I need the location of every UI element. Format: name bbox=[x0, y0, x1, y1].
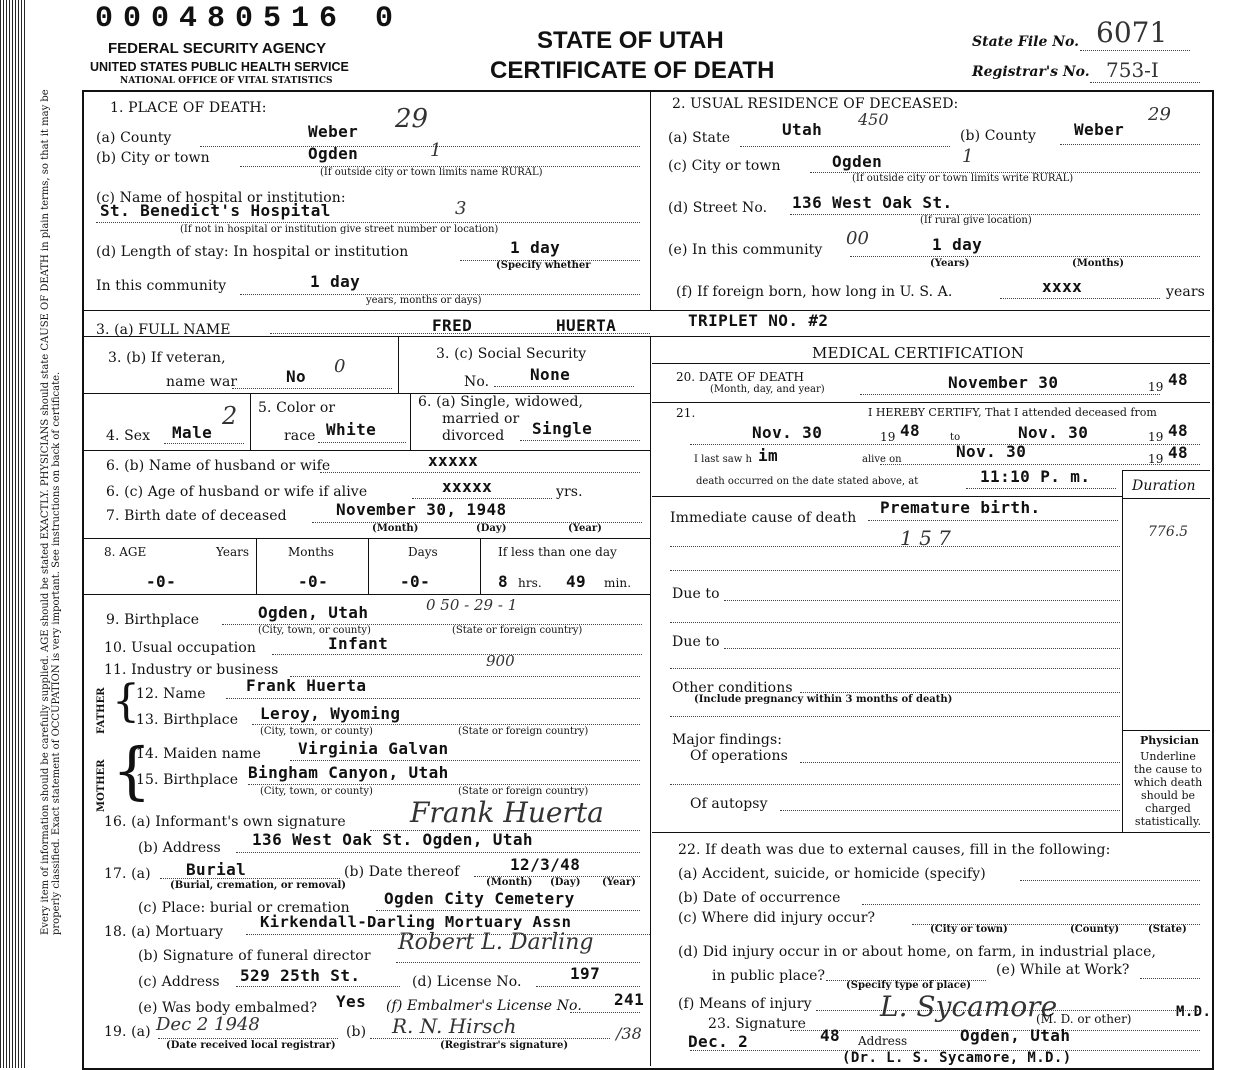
street-note: (If rural give location) bbox=[920, 215, 1032, 226]
physician-signature: L. Sycamore bbox=[880, 990, 1058, 1023]
mother-birthplace: Bingham Canyon, Utah bbox=[248, 763, 449, 782]
service-name: UNITED STATES PUBLIC HEALTH SERVICE bbox=[90, 60, 349, 74]
embalmer-value: 241 bbox=[614, 990, 645, 1009]
alive-year: 48 bbox=[1168, 443, 1189, 462]
birthdate-value: November 30, 1948 bbox=[336, 500, 507, 519]
alive-year-prefix: 19 bbox=[1148, 452, 1164, 466]
physician-address: Ogden, Utah bbox=[960, 1026, 1071, 1045]
registrar-signature: R. N. Hirsch bbox=[392, 1014, 517, 1038]
age-hrs-unit: hrs. bbox=[518, 576, 542, 590]
age-label: 8. AGE bbox=[104, 545, 147, 559]
immediate-code: 1 5 7 bbox=[900, 526, 951, 550]
occupation-label: 10. Usual occupation bbox=[104, 640, 256, 656]
sex-code: 2 bbox=[222, 402, 238, 430]
death-year-prefix: 19 bbox=[1148, 380, 1164, 394]
age-months-label: Months bbox=[288, 545, 334, 559]
autopsy-label: Of autopsy bbox=[690, 796, 768, 812]
license-label: (d) License No. bbox=[412, 974, 522, 990]
hospital-label: (c) Name of hospital or institution: bbox=[96, 190, 346, 206]
external-c-note-3: (State) bbox=[1148, 924, 1187, 935]
mother-birthplace-label: 15. Birthplace bbox=[136, 772, 239, 788]
signature-suffix: M.D. bbox=[1176, 1004, 1212, 1020]
mother-brace: { bbox=[112, 734, 152, 807]
disposition-note: (Burial, cremation, or removal) bbox=[170, 880, 346, 891]
foreign-unit: years bbox=[1166, 284, 1205, 300]
duration-code: 776.5 bbox=[1148, 524, 1189, 540]
street-label: (d) Street No. bbox=[668, 200, 768, 216]
death-city: Ogden bbox=[308, 144, 359, 163]
certify-text: I HEREBY CERTIFY, That I attended deceased from bbox=[868, 406, 1157, 419]
external-c-label: (c) Where did injury occur? bbox=[678, 910, 876, 926]
agency-name: FEDERAL SECURITY AGENCY bbox=[108, 40, 327, 57]
birthplace-note-1: (City, town, or county) bbox=[258, 625, 371, 636]
to-label: to bbox=[950, 432, 961, 443]
mother-name: Virginia Galvan bbox=[298, 739, 449, 758]
operations-label: Of operations bbox=[690, 748, 788, 764]
embalmer-label: (f) Embalmer's License No. bbox=[386, 998, 582, 1014]
spouse-age-label: 6. (c) Age of husband or wife if alive bbox=[106, 484, 368, 500]
last-saw-label: I last saw h bbox=[694, 454, 752, 465]
veteran-value: No bbox=[286, 367, 307, 386]
external-e-label: (e) While at Work? bbox=[996, 962, 1130, 978]
stay-note: (Specify whether bbox=[496, 260, 591, 271]
place-of-death-title: 1. PLACE OF DEATH: bbox=[110, 100, 267, 116]
birthdate-day-label: (Day) bbox=[476, 523, 507, 534]
mother-name-label: 14. Maiden name bbox=[136, 746, 262, 762]
duration-label: Duration bbox=[1132, 478, 1196, 494]
sex-label: 4. Sex bbox=[106, 428, 151, 444]
ss-label: 3. (c) Social Security bbox=[436, 346, 587, 362]
registrar-number: 753-I bbox=[1106, 58, 1159, 82]
age-years: -0- bbox=[146, 572, 177, 591]
occupation-value: Infant bbox=[328, 634, 389, 653]
mortuary-address-label: (c) Address bbox=[138, 974, 220, 990]
informant-label: 16. (a) Informant's own signature bbox=[104, 814, 346, 830]
street-value: 136 West Oak St. bbox=[792, 193, 953, 212]
office-name: NATIONAL OFFICE OF VITAL STATISTICS bbox=[120, 76, 333, 86]
attended-from: Nov. 30 bbox=[752, 423, 823, 442]
state-file-number: 6071 bbox=[1096, 16, 1168, 49]
res-community-code: 00 bbox=[846, 228, 869, 249]
mother-side-label: MOTHER bbox=[96, 759, 107, 812]
external-c-note-2: (County) bbox=[1070, 924, 1120, 935]
from-year-prefix: 19 bbox=[880, 430, 896, 444]
death-county: Weber bbox=[308, 122, 359, 141]
mother-bp-note-2: (State or foreign country) bbox=[458, 786, 589, 797]
burial-place: Ogden City Cemetery bbox=[384, 889, 575, 908]
res-county-label: (b) County bbox=[960, 128, 1037, 144]
received-date: Dec 2 1948 bbox=[156, 1014, 260, 1035]
res-months-label: (Months) bbox=[1072, 258, 1124, 269]
external-b-label: (b) Date of occurrence bbox=[678, 890, 841, 906]
state-file-label: State File No. bbox=[972, 34, 1080, 50]
occurred-label: death occurred on the date stated above, at bbox=[696, 476, 919, 487]
ss-value: None bbox=[530, 365, 571, 384]
mortuary-address: 529 25th St. bbox=[240, 966, 361, 985]
to-year-prefix: 19 bbox=[1148, 430, 1164, 444]
death-community-value: 1 day bbox=[310, 272, 361, 291]
father-name-label: 12. Name bbox=[136, 686, 206, 702]
father-bp-note-1: (City, town, or county) bbox=[260, 726, 373, 737]
res-city-label: (c) City or town bbox=[668, 158, 781, 174]
disposition-date: 12/3/48 bbox=[510, 855, 581, 874]
father-side-label: FATHER bbox=[96, 687, 107, 734]
external-f-label: (f) Means of injury bbox=[678, 996, 812, 1012]
certificate-frame bbox=[82, 90, 1214, 1070]
spouse-age-unit: yrs. bbox=[556, 484, 583, 500]
death-city-code: 1 bbox=[430, 140, 442, 161]
father-bp-note-2: (State or foreign country) bbox=[458, 726, 589, 737]
external-c-note-1: (City or town) bbox=[930, 924, 1008, 935]
stay-value: 1 day bbox=[510, 238, 561, 257]
age-less-label: If less than one day bbox=[498, 545, 617, 559]
certificate-title: CERTIFICATE OF DEATH bbox=[490, 57, 775, 84]
informant-address-label: (b) Address bbox=[138, 840, 221, 856]
hospital-note: (If not in hospital or institution give street number or location) bbox=[180, 224, 499, 235]
ss-sub: No. bbox=[464, 374, 490, 390]
alive-label: alive on bbox=[862, 454, 902, 465]
death-community-note: years, months or days) bbox=[366, 295, 482, 306]
medical-title: MEDICAL CERTIFICATION bbox=[812, 344, 1024, 362]
age-days-label: Days bbox=[408, 545, 438, 559]
external-title: 22. If death was due to external causes, fill in the following: bbox=[678, 842, 1111, 858]
death-year: 48 bbox=[1168, 370, 1189, 389]
last-name: HUERTA bbox=[556, 316, 617, 335]
marital-label-1: 6. (a) Single, widowed, bbox=[418, 394, 584, 410]
birthplace-note-2: (State or foreign country) bbox=[452, 625, 583, 636]
age-years-label: Years bbox=[216, 545, 250, 559]
from-year: 48 bbox=[900, 421, 921, 440]
birthdate-label: 7. Birth date of deceased bbox=[106, 508, 287, 524]
spouse-label: 6. (b) Name of husband or wife bbox=[106, 458, 331, 474]
informant-signature: Frank Huerta bbox=[410, 796, 604, 829]
physician-note: Underline the cause to which death should be charged statistically. bbox=[1133, 750, 1203, 828]
hospital-name: St. Benedict's Hospital bbox=[100, 201, 331, 220]
industry-code: 900 bbox=[486, 652, 515, 670]
res-county: Weber bbox=[1074, 120, 1125, 139]
license-value: 197 bbox=[570, 964, 601, 983]
last-saw-value: im bbox=[758, 446, 779, 465]
triplet-note: TRIPLET NO. #2 bbox=[688, 311, 829, 330]
director-label: (b) Signature of funeral director bbox=[138, 948, 371, 964]
death-date-sub: (Month, day, and year) bbox=[710, 384, 825, 395]
physician-name-stamp: (Dr. L. S. Sycamore, M.D.) bbox=[842, 1050, 1072, 1066]
age-min: 49 bbox=[566, 572, 587, 591]
burial-place-label: (c) Place: burial or cremation bbox=[138, 900, 350, 916]
age-min-unit: min. bbox=[604, 576, 632, 590]
embalmed-value: Yes bbox=[336, 992, 367, 1011]
birthdate-year-label: (Year) bbox=[568, 523, 602, 534]
age-hrs: 8 bbox=[498, 572, 509, 591]
external-d-label-2: in public place? bbox=[712, 968, 826, 984]
death-county-code: 29 bbox=[395, 104, 429, 134]
director-signature: Robert L. Darling bbox=[398, 930, 594, 955]
full-name-label: 3. (a) FULL NAME bbox=[96, 322, 231, 338]
physician-note-title: Physician bbox=[1140, 734, 1200, 747]
spouse-value: xxxxx bbox=[428, 451, 479, 470]
birthplace-value: Ogden, Utah bbox=[258, 603, 369, 622]
father-birthplace: Leroy, Wyoming bbox=[260, 704, 401, 723]
father-birthplace-label: 13. Birthplace bbox=[136, 712, 239, 728]
res-city-note: (If outside city or town limits write RURAL) bbox=[852, 173, 1074, 184]
color-label: 5. Color or bbox=[258, 400, 336, 416]
due-to-2-label: Due to bbox=[672, 634, 720, 650]
res-state-label: (a) State bbox=[668, 130, 731, 146]
marital-label-3: divorced bbox=[442, 428, 505, 444]
due-to-1-label: Due to bbox=[672, 586, 720, 602]
stay-label: (d) Length of stay: In hospital or institution bbox=[96, 244, 409, 260]
mortuary-label: 18. (a) Mortuary bbox=[104, 924, 224, 940]
state-title: STATE OF UTAH bbox=[537, 27, 724, 54]
received-note: (Date received local registrar) bbox=[166, 1040, 336, 1051]
signature-date: Dec. 2 bbox=[688, 1032, 749, 1051]
physician-address-label: Address bbox=[858, 1034, 908, 1048]
death-community-label: In this community bbox=[96, 278, 227, 294]
serial-number: 000480516 0 bbox=[95, 2, 404, 36]
res-state-code: 450 bbox=[858, 110, 889, 129]
informant-address: 136 West Oak St. Ogden, Utah bbox=[252, 830, 533, 849]
veteran-label: 3. (b) If veteran, bbox=[108, 350, 226, 366]
veteran-sub: name war bbox=[166, 374, 238, 390]
res-community-value: 1 day bbox=[932, 235, 983, 254]
registrar-note: (Registrar's signature) bbox=[440, 1040, 569, 1051]
external-d-label: (d) Did injury occur in or about home, on farm, in industrial place, bbox=[678, 944, 1157, 960]
res-city: Ogden bbox=[832, 152, 883, 171]
father-name: Frank Huerta bbox=[246, 676, 367, 695]
mortuary-name: Kirkendall-Darling Mortuary Assn bbox=[260, 913, 572, 931]
death-date: November 30 bbox=[948, 373, 1059, 392]
res-city-code: 1 bbox=[962, 146, 974, 167]
death-county-label: (a) County bbox=[96, 130, 172, 146]
race-label: race bbox=[284, 428, 316, 444]
spouse-age-value: xxxxx bbox=[442, 477, 493, 496]
signature-year: 48 bbox=[820, 1026, 841, 1045]
mother-bp-note-1: (City, town, or county) bbox=[260, 786, 373, 797]
signature-suffix-note: (M. D. or other) bbox=[1036, 1012, 1132, 1026]
veteran-code: 0 bbox=[334, 356, 346, 377]
disposition-year-label: (Year) bbox=[602, 877, 636, 888]
disposition-day-label: (Day) bbox=[550, 877, 581, 888]
external-a-label: (a) Accident, suicide, or homicide (specify) bbox=[678, 866, 986, 882]
res-county-code: 29 bbox=[1148, 104, 1171, 125]
disposition-label: 17. (a) bbox=[104, 866, 151, 882]
other-conditions-note: (Include pregnancy within 3 months of death) bbox=[694, 694, 953, 705]
death-date-label: 20. DATE OF DEATH bbox=[676, 370, 804, 384]
disposition-method: Burial bbox=[186, 860, 247, 879]
external-d-note: (Specify type of place) bbox=[846, 980, 971, 991]
disposition-month-label: (Month) bbox=[486, 877, 533, 888]
disposition-date-label: (b) Date thereof bbox=[344, 864, 460, 880]
immediate-label: Immediate cause of death bbox=[670, 510, 857, 526]
left-scan-edge bbox=[0, 0, 26, 1068]
marital-label-2: married or bbox=[442, 411, 520, 427]
residence-title: 2. USUAL RESIDENCE OF DECEASED: bbox=[672, 96, 959, 112]
death-city-label: (b) City or town bbox=[96, 150, 210, 166]
sex-value: Male bbox=[172, 423, 213, 442]
race-value: White bbox=[326, 420, 377, 439]
certify-number: 21. bbox=[676, 406, 696, 420]
industry-label: 11. Industry or business bbox=[104, 662, 279, 678]
margin-instructions: Every item of information should be carefully supplied. AGE should be stated EXACTLY. PHYSICIANS should state CAUSE OF DEATH in plain terms, so that it may be properly classified. Exact statement of OCCUPATION is very important. See instructions on back of certificate. bbox=[40, 89, 62, 935]
father-brace: { bbox=[112, 676, 140, 727]
attended-to: Nov. 30 bbox=[1018, 423, 1089, 442]
birthplace-code: 0 50 - 29 - 1 bbox=[426, 596, 518, 614]
marital-value: Single bbox=[532, 419, 593, 438]
res-state: Utah bbox=[782, 120, 823, 139]
res-years-label: (Years) bbox=[930, 258, 970, 269]
foreign-label: (f) If foreign born, how long in U. S. A. bbox=[676, 284, 953, 300]
to-year: 48 bbox=[1168, 421, 1189, 440]
age-days: -0- bbox=[400, 572, 431, 591]
death-city-note: (If outside city or town limits name RURAL) bbox=[320, 167, 543, 178]
embalmed-label: (e) Was body embalmed? bbox=[138, 1000, 318, 1016]
signature-label: 23. Signature bbox=[708, 1016, 807, 1032]
major-findings-label: Major findings: bbox=[672, 732, 783, 748]
foreign-value: xxxx bbox=[1042, 277, 1083, 296]
first-name: FRED bbox=[432, 316, 473, 335]
birthdate-month-label: (Month) bbox=[372, 523, 419, 534]
other-conditions-label: Other conditions bbox=[672, 680, 793, 696]
registrar-suffix: /38 bbox=[616, 1024, 642, 1043]
alive-date: Nov. 30 bbox=[956, 442, 1027, 461]
res-community-label: (e) In this community bbox=[668, 242, 823, 258]
death-time: 11:10 P. m. bbox=[980, 467, 1091, 486]
registrar-number-label: Registrar's No. bbox=[972, 64, 1090, 80]
registrar-sig-label: (b) bbox=[346, 1024, 367, 1040]
birthplace-label: 9. Birthplace bbox=[106, 612, 200, 628]
received-label: 19. (a) bbox=[104, 1024, 151, 1040]
age-months: -0- bbox=[298, 572, 329, 591]
hospital-code: 3 bbox=[455, 198, 467, 219]
immediate-cause: Premature birth. bbox=[880, 498, 1041, 517]
